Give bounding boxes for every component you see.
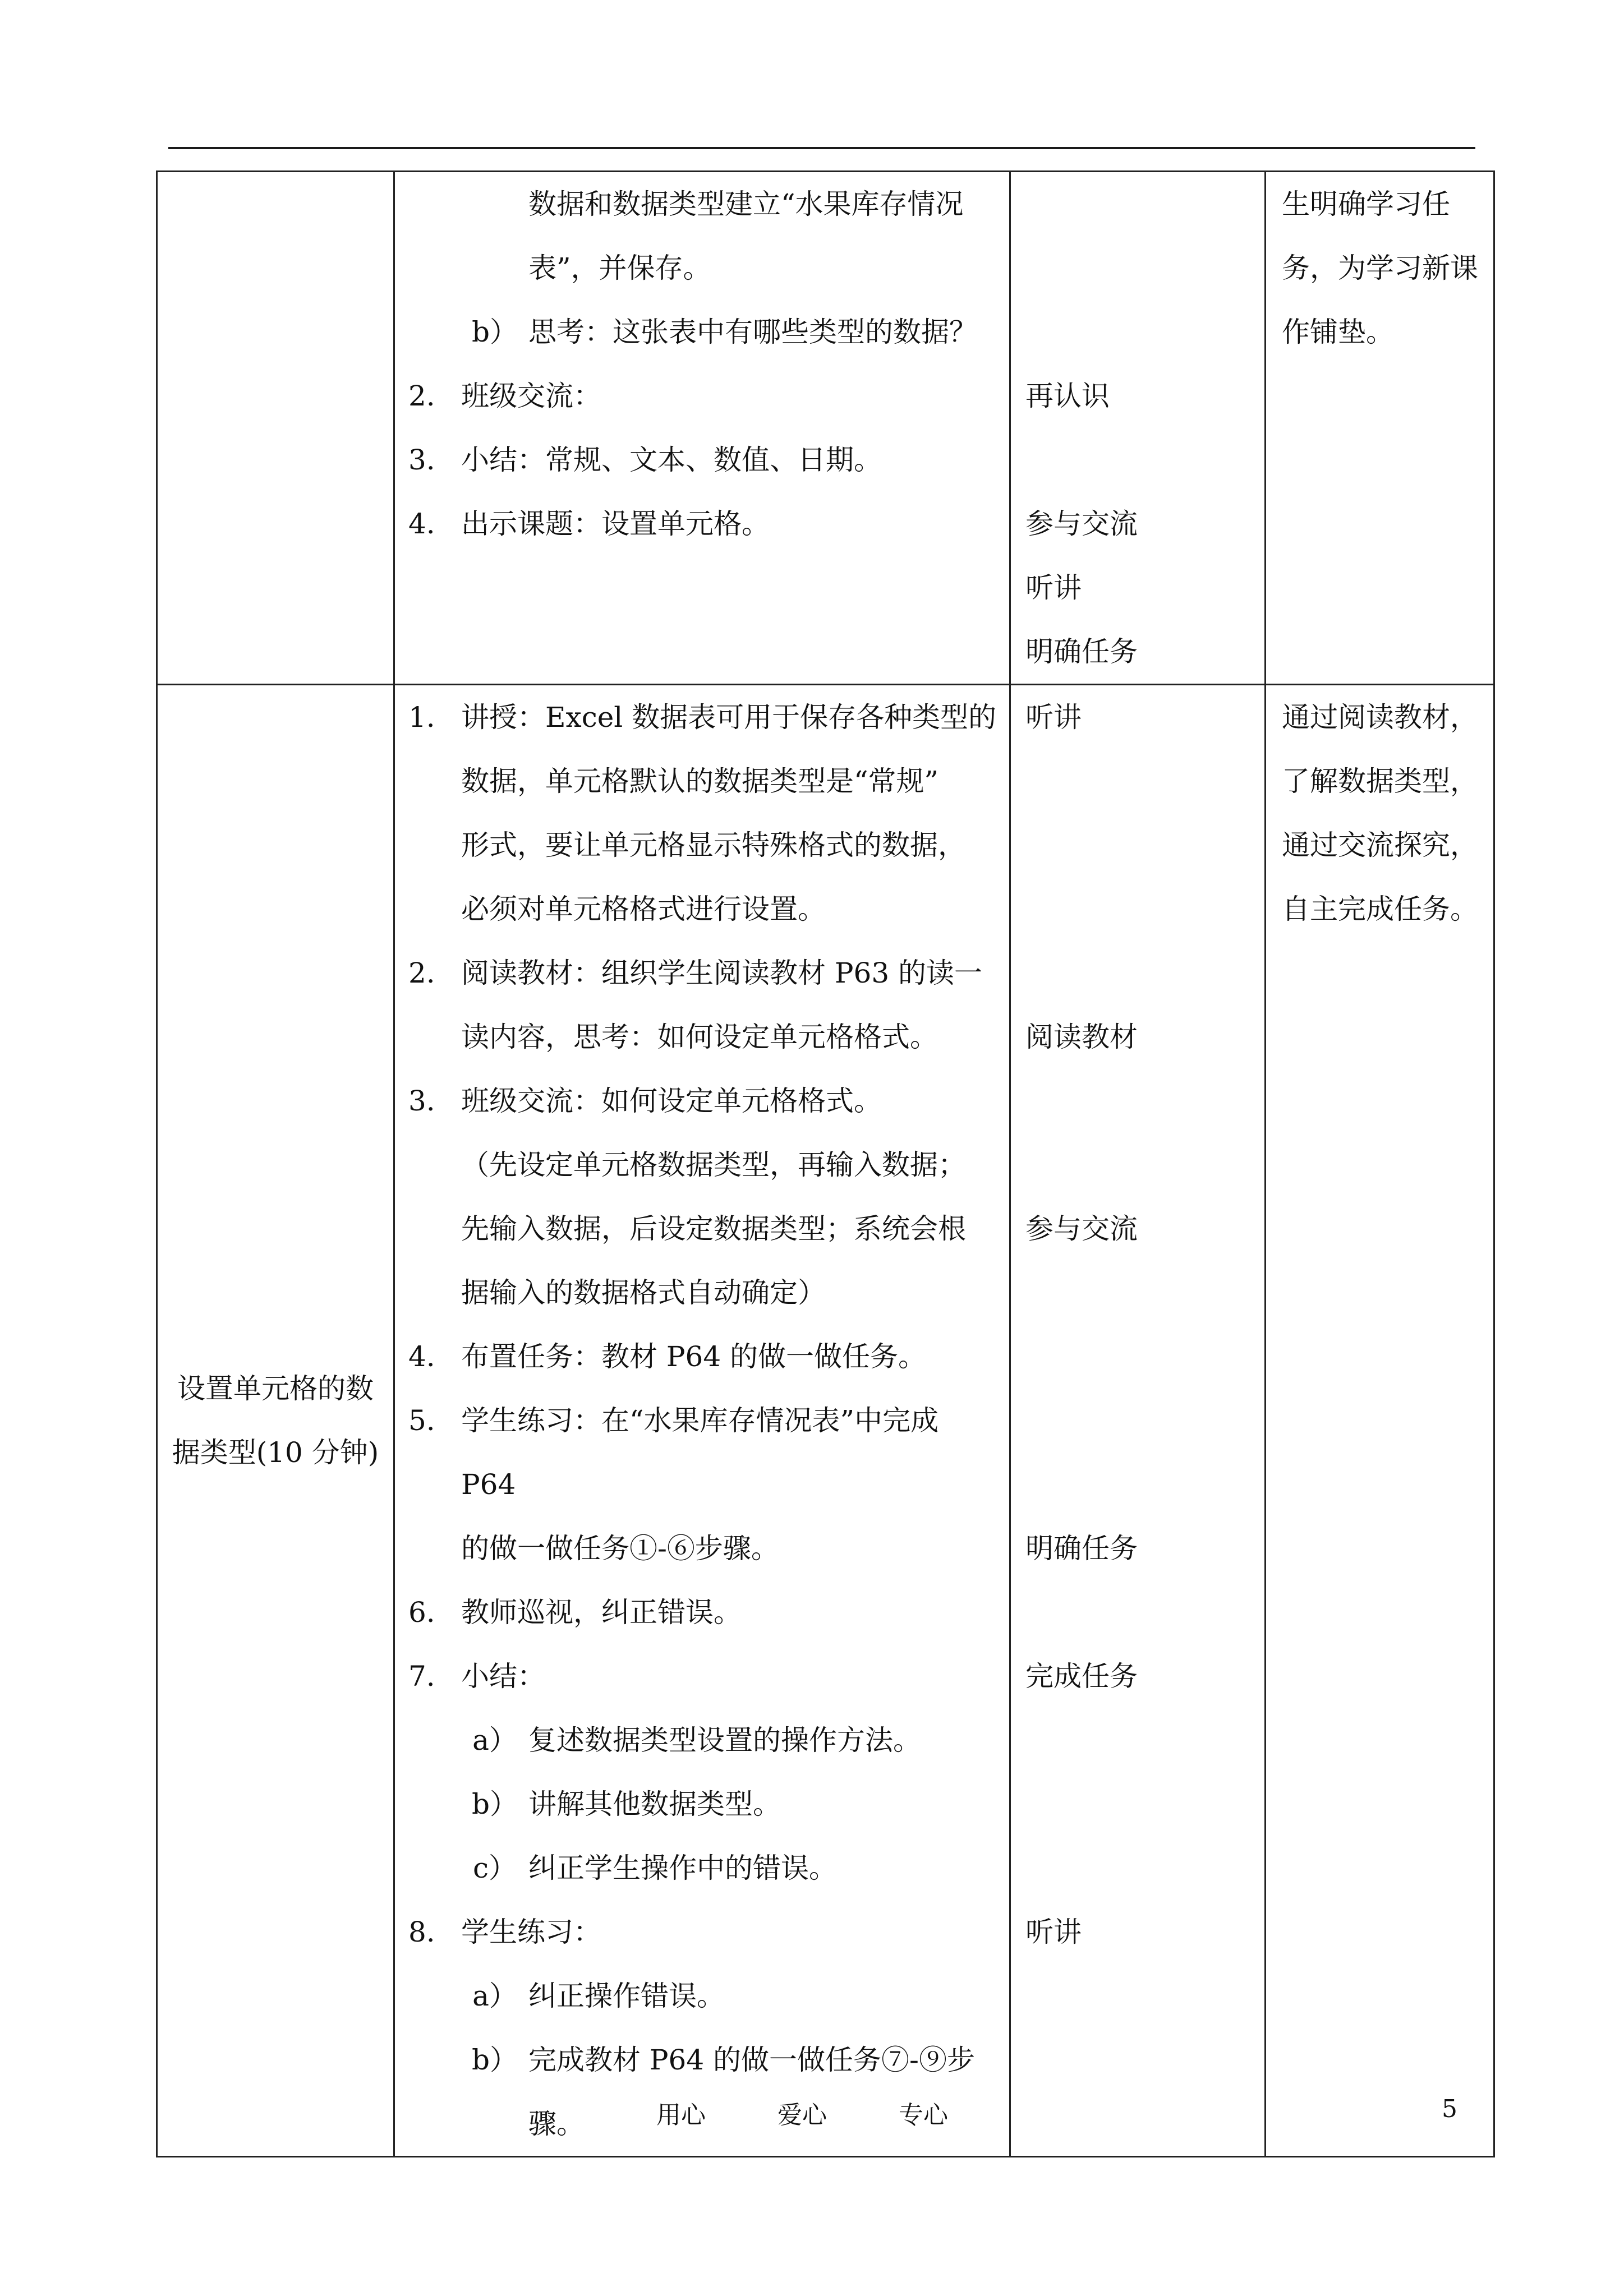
motto-word: 专心 (899, 2101, 948, 2129)
note-list (1266, 172, 1493, 364)
list-item-continuation: 必须对单元格格式进行设置。 (461, 893, 826, 925)
activity-line: 参与交流 (1025, 508, 1138, 540)
list-item (408, 1389, 998, 1516)
item-text: 阅读教材：组织学生阅读教材 P63 的读一 (461, 957, 983, 989)
sub-item-text: 讲解其他数据类型。 (528, 1788, 781, 1820)
list-item-continuation: 先输入数据，后设定数据类型；系统会根 (461, 1212, 966, 1245)
activity-cell (1010, 172, 1266, 685)
activity-line: 听讲 (1025, 571, 1082, 604)
item-number: 1. (408, 701, 435, 734)
stage-line: 设置单元格的数 (177, 1372, 374, 1405)
sub-item-text: 完成教材 P64 的做一做任务⑦-⑨步 (528, 2044, 975, 2076)
sub-item (408, 1708, 998, 1772)
activity-line: 再认识 (1025, 380, 1110, 412)
note-cell (1266, 172, 1494, 685)
activity-list (1011, 685, 1264, 2092)
content-list (395, 172, 1009, 556)
activity-line (1025, 1453, 1257, 1516)
stage-cell (157, 172, 394, 685)
list-item (408, 492, 998, 556)
list-item-continuation: 形式，要让单元格显示特殊格式的数据， (461, 829, 966, 861)
sub-item-text: 思考：这张表中有哪些类型的数据？ (528, 316, 977, 348)
item-text: 班级交流： (461, 380, 601, 412)
item-text: 讲授：Excel 数据表可用于保存各种类型的 (461, 701, 997, 734)
activity-line (1025, 1389, 1257, 1453)
stage-text (158, 1357, 393, 1484)
list-item (408, 1900, 998, 1964)
note-line: 生明确学习任 (1282, 188, 1450, 220)
list-item (408, 364, 998, 428)
sub-item-text: 纠正操作错误。 (528, 1980, 725, 2012)
content-cell (394, 685, 1010, 2157)
sub-item-label: b） (471, 316, 518, 348)
motto-word: 爱心 (778, 2101, 827, 2129)
item-number: 3. (408, 444, 435, 476)
motto-word: 用心 (656, 2101, 706, 2129)
activity-line (1025, 1964, 1257, 2028)
activity-line (1025, 1069, 1257, 1133)
list-item-continuation: 的做一做任务①-⑥步骤。 (461, 1532, 779, 1565)
list-item (408, 685, 998, 749)
activity-line (1025, 2028, 1257, 2092)
note-line: 通过阅读教材， (1282, 701, 1478, 734)
list-item-continuation: 数据，单元格默认的数据类型是“常规” (461, 765, 939, 797)
list-item-continuation: 据输入的数据格式自动确定） (461, 1276, 826, 1309)
activity-line (1025, 1133, 1257, 1197)
sub-item-text: 纠正学生操作中的错误。 (528, 1852, 837, 1884)
activity-line (1025, 1836, 1257, 1900)
item-number: 8. (408, 1916, 435, 1948)
list-item (408, 1580, 998, 1644)
activity-line (1025, 1325, 1257, 1389)
sub-item-label: b） (471, 1788, 518, 1820)
note-line: 务，为学习新课 (1282, 252, 1478, 284)
item-number: 5. (408, 1404, 435, 1437)
item-text: 学生练习： (461, 1916, 601, 1948)
stage-line: 据类型(10 分钟) (172, 1436, 379, 1469)
stage-cell (157, 685, 394, 2157)
activity-line (1025, 300, 1257, 364)
sub-item-label: b） (471, 2044, 518, 2076)
note-list (1266, 685, 1493, 941)
content-list (395, 685, 1009, 2156)
item-number: 3. (408, 1085, 435, 1117)
sub-item-text: 复述数据类型设置的操作方法。 (528, 1724, 921, 1756)
table-row (157, 172, 1494, 685)
activity-line (1025, 941, 1257, 1005)
activity-line: 参与交流 (1025, 1212, 1138, 1245)
item-text: 出示课题：设置单元格。 (461, 508, 770, 540)
sub-item-continuation: 数据和数据类型建立“水果库存情况 (528, 188, 964, 220)
list-item-continuation: （先设定单元格数据类型，再输入数据； (461, 1149, 966, 1181)
note-line: 自主完成任务。 (1282, 893, 1478, 925)
activity-line: 明确任务 (1025, 1532, 1138, 1565)
sub-item-label: a） (472, 1724, 517, 1756)
sub-item (408, 1772, 998, 1836)
item-number: 7. (408, 1660, 435, 1693)
item-number: 4. (408, 1340, 435, 1373)
item-number: 2. (408, 380, 435, 412)
page-number: 5 (1442, 2095, 1457, 2123)
item-text: 班级交流：如何设定单元格格式。 (461, 1085, 882, 1117)
activity-line (1025, 236, 1257, 300)
activity-line: 明确任务 (1025, 635, 1138, 668)
lesson-plan-table (156, 170, 1495, 2157)
sub-item (408, 2028, 998, 2092)
activity-line: 听讲 (1025, 701, 1082, 734)
activity-line (1025, 1580, 1257, 1644)
content-cell (394, 172, 1010, 685)
activity-line (1025, 1261, 1257, 1325)
activity-line (1025, 428, 1257, 492)
activity-line: 完成任务 (1025, 1660, 1138, 1693)
list-item (408, 1325, 998, 1389)
sub-item-label: a） (472, 1980, 517, 2012)
sub-item-label: c） (472, 1852, 517, 1884)
table-row (157, 685, 1494, 2157)
item-text: 布置任务：教材 P64 的做一做任务。 (461, 1340, 927, 1373)
sub-item-continuation: 骤。 (528, 2108, 585, 2140)
list-item (408, 1069, 998, 1133)
list-item-continuation: 读内容，思考：如何设定单元格格式。 (461, 1021, 938, 1053)
activity-line (1025, 813, 1257, 877)
activity-cell (1010, 685, 1266, 2157)
note-line: 作铺垫。 (1282, 316, 1394, 348)
activity-line (1025, 172, 1257, 236)
activity-line (1025, 1708, 1257, 1772)
activity-line: 听讲 (1025, 1916, 1082, 1948)
activity-line: 阅读教材 (1025, 1021, 1138, 1053)
list-item (408, 1644, 998, 1708)
note-cell (1266, 685, 1494, 2157)
item-text: 教师巡视，纠正错误。 (461, 1596, 742, 1629)
header-rule (168, 147, 1475, 149)
note-line: 通过交流探究， (1282, 829, 1478, 861)
activity-line (1025, 877, 1257, 941)
footer-motto (656, 2095, 948, 2131)
list-item (408, 941, 998, 1005)
page-footer (0, 2095, 1624, 2140)
sub-item (408, 1836, 998, 1900)
item-text: 小结： (461, 1660, 545, 1693)
activity-list (1011, 172, 1264, 684)
item-text: 小结：常规、文本、数值、日期。 (461, 444, 882, 476)
activity-line (1025, 1772, 1257, 1836)
item-number: 2. (408, 957, 435, 989)
list-item (408, 428, 998, 492)
sub-item-continuation: 表”，并保存。 (528, 252, 711, 284)
note-line: 了解数据类型， (1282, 765, 1478, 797)
sub-item (408, 300, 998, 364)
item-text: 学生练习：在“水果库存情况表”中完成 P64 (461, 1404, 939, 1501)
sub-item (408, 1964, 998, 2028)
item-number: 4. (408, 508, 435, 540)
activity-line (1025, 749, 1257, 813)
item-number: 6. (408, 1596, 435, 1629)
